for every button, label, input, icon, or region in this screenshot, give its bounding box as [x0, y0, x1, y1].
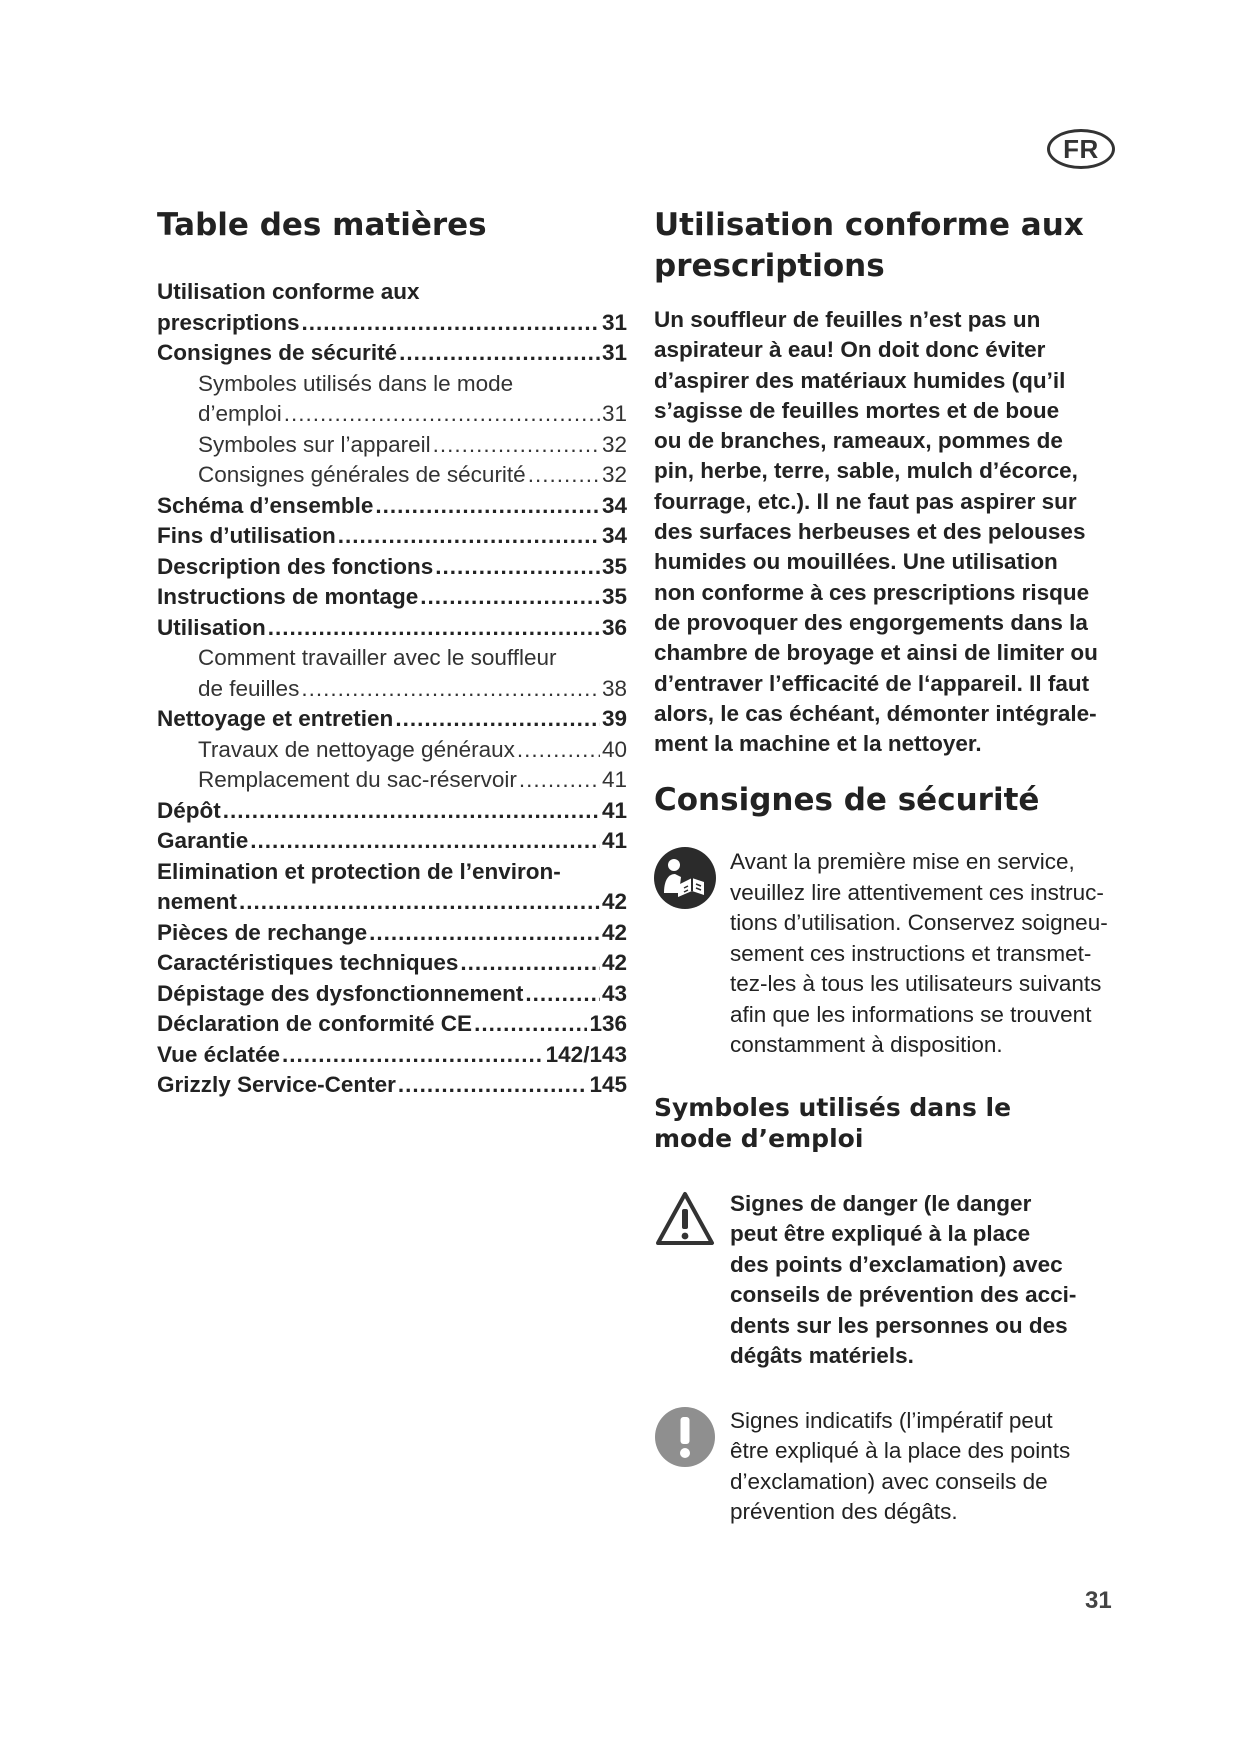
- exclamation-circle-icon: [654, 1406, 716, 1473]
- toc-entry[interactable]: [157, 826, 627, 857]
- info-symbol-notice: [654, 1406, 1164, 1528]
- toc-entry-page: 145: [589, 1072, 627, 1097]
- toc-leader: [474, 1009, 587, 1040]
- toc-leader: [369, 918, 600, 949]
- language-badge: FR: [1047, 129, 1115, 169]
- toc-entry[interactable]: [157, 521, 627, 552]
- toc-leader: [284, 399, 600, 430]
- toc-entry-label: d’emploi: [198, 401, 282, 426]
- toc-list: [157, 277, 627, 1101]
- toc-entry[interactable]: [157, 491, 627, 522]
- read-manual-icon: [654, 847, 716, 914]
- warning-triangle-icon: [654, 1189, 716, 1254]
- toc-subentry[interactable]: [157, 735, 627, 766]
- toc-entry-page: 35: [601, 553, 627, 579]
- toc-entry[interactable]: [157, 582, 627, 613]
- toc-entry[interactable]: [157, 308, 627, 339]
- toc-entry-page: 43: [601, 980, 627, 1006]
- toc-leader: [519, 765, 600, 796]
- toc-subentry[interactable]: [157, 643, 627, 674]
- toc-leader: [435, 552, 600, 583]
- toc-entry-label: Dépistage des dysfonctionnement: [157, 980, 524, 1006]
- toc-entry[interactable]: [157, 1009, 627, 1040]
- toc-leader: [302, 308, 600, 339]
- toc-entry-page: 41: [601, 797, 627, 823]
- toc-entry-page: 31: [601, 401, 627, 426]
- toc-entry[interactable]: [157, 918, 627, 949]
- toc-leader: [223, 796, 600, 827]
- toc-entry-page: 32: [601, 462, 627, 487]
- toc-leader: [395, 704, 600, 735]
- toc-subentry[interactable]: [157, 369, 627, 400]
- toc-entry-page: 39: [601, 706, 627, 731]
- danger-symbol-notice: [654, 1189, 1164, 1372]
- toc-entry[interactable]: [157, 552, 627, 583]
- toc-leader: [398, 1070, 588, 1101]
- page-number: 31: [1085, 1587, 1112, 1614]
- toc-entry-label: Symboles utilisés dans le mode: [198, 370, 514, 396]
- toc-leader: [301, 674, 600, 705]
- toc-leader: [517, 735, 600, 766]
- toc-entry-label: Travaux de nettoyage généraux: [198, 736, 515, 762]
- symbols-section-title: Symboles utilisés dans le mode d’emploi: [654, 1092, 1012, 1153]
- toc-entry-page: 34: [601, 523, 627, 548]
- toc-entry[interactable]: [157, 857, 627, 888]
- read-manual-text: Avant la première mise en service, veuillez lire attentivement ces instruc- tions d’utilisation. Conservez soigneu- sement ces instructions et transmet- tez-les à tous les utilisateurs suivants afin que les informations se trouvent constamment à disposition.: [730, 849, 1108, 1058]
- toc-leader: [433, 430, 600, 461]
- toc-entry-label: Nettoyage et entretien: [157, 706, 394, 731]
- toc-leader: [399, 338, 600, 369]
- toc-entry-page: 36: [601, 614, 627, 640]
- toc-subentry[interactable]: [157, 430, 627, 461]
- danger-symbol-text: Signes de danger (le danger peut être expliqué à la place des points d’exclamation) avec conseils de prévention des acci- dents sur les personnes ou des dégâts matériels.: [730, 1190, 1077, 1369]
- toc-subentry[interactable]: [157, 765, 627, 796]
- toc-subentry[interactable]: [157, 460, 627, 491]
- toc-subentry[interactable]: [157, 674, 627, 705]
- toc-entry-label: Utilisation: [157, 614, 266, 640]
- toc-entry-label: Garantie: [157, 828, 249, 853]
- toc-entry-page: 41: [601, 767, 627, 792]
- toc-entry-label: Consignes de sécurité: [157, 340, 398, 365]
- toc-entry-label: Elimination et protection de l’environ-: [157, 858, 561, 884]
- toc-leader: [239, 887, 600, 918]
- toc-title: Table des matières: [157, 207, 487, 243]
- toc-entry-label: Instructions de montage: [157, 584, 419, 609]
- toc-entry-label: Remplacement du sac-réservoir: [198, 767, 517, 792]
- toc-entry-page: 136: [589, 1011, 627, 1036]
- toc-entry-label: Description des fonctions: [157, 553, 434, 579]
- toc-leader: [250, 826, 600, 857]
- toc-leader: [420, 582, 600, 613]
- toc-entry-label: Symboles sur l’appareil: [198, 431, 431, 457]
- toc-entry-label: nement: [157, 889, 238, 914]
- read-manual-notice: [654, 847, 1164, 1061]
- toc-entry-label: Vue éclatée: [157, 1041, 280, 1067]
- toc-entry-label: Fins d’utilisation: [157, 523, 336, 548]
- toc-entry[interactable]: [157, 1070, 627, 1101]
- toc-entry-page: 42: [601, 950, 627, 975]
- toc-entry[interactable]: [157, 948, 627, 979]
- toc-entry-page: 35: [601, 584, 627, 609]
- toc-entry-page: 40: [601, 736, 627, 762]
- toc-entry-page: 31: [601, 340, 627, 365]
- toc-entry-page: 34: [601, 492, 627, 518]
- toc-entry-page: 38: [601, 675, 627, 701]
- toc-entry-page: 41: [601, 828, 627, 853]
- toc-entry[interactable]: [157, 277, 627, 308]
- toc-entry-page: 32: [601, 431, 627, 457]
- toc-subentry[interactable]: [157, 399, 627, 430]
- toc-leader: [338, 521, 600, 552]
- toc-entry-label: Déclaration de conformité CE: [157, 1011, 473, 1036]
- toc-entry[interactable]: [157, 1040, 627, 1071]
- toc-entry[interactable]: [157, 704, 627, 735]
- toc-entry-label: de feuilles: [198, 675, 300, 701]
- toc-leader: [528, 460, 600, 491]
- usage-section-title: Utilisation conforme aux prescriptions: [654, 207, 1084, 284]
- toc-entry-label: Comment travailler avec le souffleur: [198, 645, 557, 670]
- toc-leader: [282, 1040, 544, 1071]
- usage-text: Un souffleur de feuilles n’est pas un aspirateur à eau! On doit donc éviter d’aspirer des matériaux humides (qu’il s’agisse de feuilles mortes et de boue ou de branches, rameaux, pommes de pin, herbe, terre, sable, mulch d’écorce, fourrage, etc.). Il ne faut pas aspirer sur des surfaces herbeuses et des pelouses humides ou mouillées. Une utilisation non conforme à ces prescriptions risque de provoquer des engorgements dans la chambre de broyage et ainsi de limiter ou d’entraver l’efficacité de l‘appareil. Il faut alors, le cas échéant, démonter intégrale- ment la machine et la nettoyer.: [654, 307, 1098, 757]
- toc-leader: [525, 979, 600, 1010]
- toc-entry-label: Consignes générales de sécurité: [198, 462, 526, 487]
- toc-entry[interactable]: [157, 613, 627, 644]
- toc-entry-label: prescriptions: [157, 309, 300, 335]
- toc-entry-label: Caractéristiques techniques: [157, 950, 459, 975]
- toc-entry[interactable]: [157, 338, 627, 369]
- safety-section-title: Consignes de sécurité: [654, 782, 1040, 819]
- toc-entry-page: 42: [601, 919, 627, 945]
- toc-entry-page: 42: [601, 889, 627, 914]
- toc-entry-page: 142/143: [545, 1041, 627, 1067]
- toc-leader: [375, 491, 600, 522]
- toc-entry-label: Utilisation conforme aux: [157, 279, 420, 304]
- toc-entry-label: Schéma d’ensemble: [157, 492, 374, 518]
- toc-entry-page: 31: [601, 309, 627, 335]
- toc-entry-label: Dépôt: [157, 797, 221, 823]
- toc-leader: [268, 613, 600, 644]
- toc-entry[interactable]: [157, 979, 627, 1010]
- info-symbol-text: Signes indicatifs (l’impératif peut être expliqué à la place des points d’exclamation) avec conseils de prévention des dégâts.: [730, 1407, 1071, 1525]
- content-column: [654, 205, 1164, 1528]
- toc-leader: [460, 948, 600, 979]
- toc-entry-label: Pièces de rechange: [157, 919, 368, 945]
- table-of-contents: [157, 205, 627, 1101]
- toc-entry-label: Grizzly Service-Center: [157, 1072, 396, 1097]
- toc-entry[interactable]: [157, 887, 627, 918]
- toc-entry[interactable]: [157, 796, 627, 827]
